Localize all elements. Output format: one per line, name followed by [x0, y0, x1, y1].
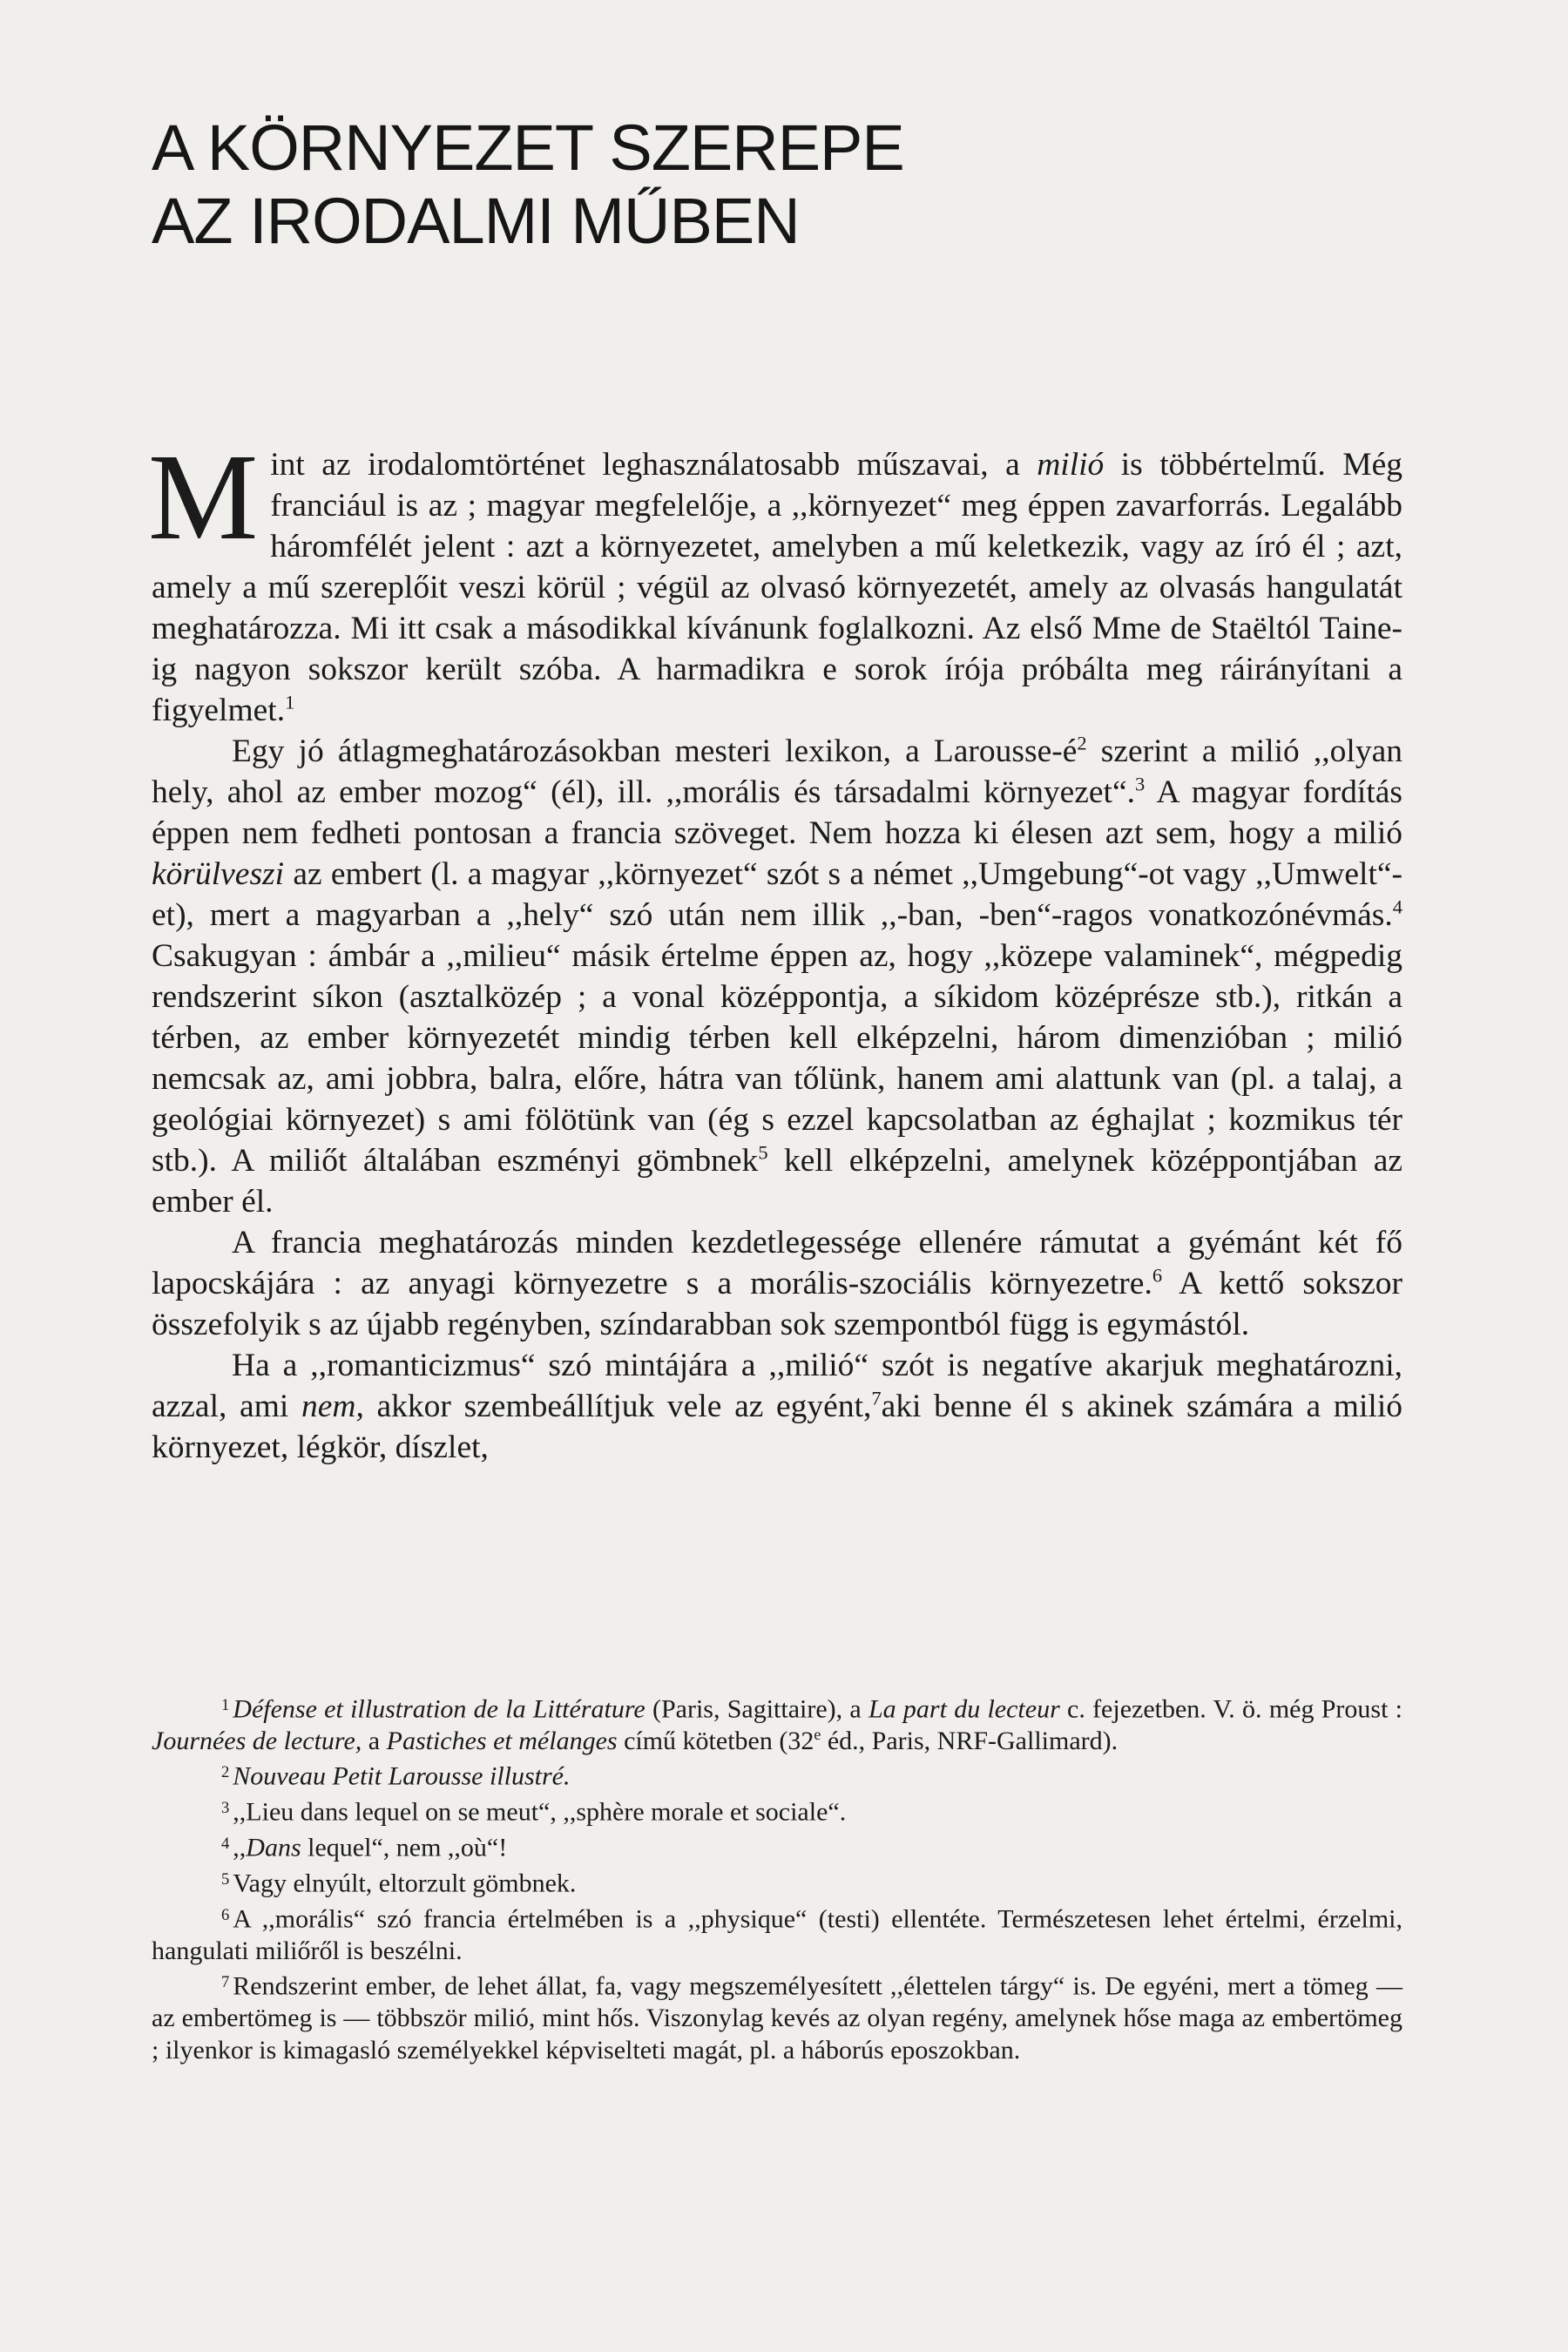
text-run: is többértelmű. Még franciául is az ; magyar megfelelője, a ,,környezet“ meg éppen zavarforrás. Legalább háromfélét jelent : azt a környezetet, amelyben a mű keletkezik, vagy az író él ; azt, amely a mű szereplőit veszi körül ; végül az olvasó környezetét, amely az olvasás hangulatát meghatározza. Mi itt csak a másodikkal kívánunk foglalkozni. Az első Mme de Staëltól Taine-ig nagyon sokszor került szóba. A harmadikra e sorok írója próbálta meg ráirányítani a figyelmet.	[152, 447, 1402, 728]
drop-cap: M	[148, 428, 259, 565]
text-run: Ha a ,,romanticizmus“ szó mintájára a ,,milió“ szót is negatíve akarjuk meghatározni, azzal, ami	[152, 1348, 1402, 1424]
text-run: az embert (l. a magyar ,,környezet“ szót s a német ,,Umgebung“-ot vagy ,,Umwelt“-et), mert a magyarban a ,,hely“ szó után nem illik ,,-ban, -ben“-ragos vonatkozónévmás.	[152, 856, 1402, 933]
paragraph-2	[152, 731, 1402, 1222]
text-run: Vagy elnyúlt, eltorzult gömbnek.	[233, 1869, 577, 1898]
paragraph-3	[152, 1222, 1402, 1345]
text-run: szerint a milió ,,olyan hely, ahol az ember mozog“ (él), ill. ,,morális és társadalmi környezet“.	[152, 733, 1402, 810]
text-run: Egy jó átlagmeghatározásokban mesteri lexikon, a Larousse-é	[232, 733, 1078, 769]
footnote-number: 2	[221, 1763, 230, 1782]
footnote-3	[152, 1793, 1402, 1828]
text-run: ,,Lieu dans lequel on se meut“, ,,sphère morale et sociale“.	[233, 1797, 847, 1827]
italic-term: körülveszi	[152, 856, 285, 892]
footnote-ref: 1	[285, 691, 295, 713]
footnote-2	[152, 1757, 1402, 1793]
text-run: Rendszerint ember, de lehet állat, fa, vagy megszemélyesített ,,élettelen tárgy“ is. De egyéni, mert a tömeg — az embertömeg is — többször milió, mint hős. Viszonylag kevés az olyan regény, amelynek hőse maga az embertömeg ; ilyenkor is kimagasló személyekkel képviselteti magát, pl. a háborús eposzokban.	[152, 1971, 1402, 2065]
footnote-ref: 2	[1077, 732, 1087, 754]
footnote-ref: 4	[1392, 896, 1402, 918]
italic-title: Pastiches et mélanges	[386, 1726, 618, 1755]
footnote-ref: 5	[758, 1141, 768, 1164]
text-run: éd., Paris, NRF-Gallimard).	[821, 1726, 1119, 1755]
italic-title: Défense et illustration de la Littérature	[233, 1694, 645, 1724]
footnote-6	[152, 1900, 1402, 1967]
text-run: kell elképzelni, amelynek középpontjában az ember él.	[152, 1143, 1402, 1220]
italic-title: Journées de lecture,	[152, 1726, 362, 1755]
text-run: lequel“, nem ,,où“!	[301, 1833, 508, 1862]
footnote-7	[152, 1967, 1402, 2066]
text-run: ,,	[233, 1833, 247, 1862]
footnote-1	[152, 1690, 1402, 1757]
footnote-number: 7	[221, 1973, 230, 1992]
text-run: akkor szembeállítjuk vele az egyént,	[363, 1389, 872, 1424]
footnotes	[152, 1690, 1402, 2066]
italic-title: Nouveau Petit Larousse illustré.	[233, 1761, 571, 1791]
text-run: című kötetben (32	[617, 1726, 814, 1755]
paragraph-1	[148, 428, 1402, 731]
italic-term: Dans	[246, 1833, 301, 1862]
footnote-number: 4	[221, 1835, 230, 1854]
footnote-5	[152, 1864, 1402, 1900]
footnote-ref: 3	[1135, 773, 1146, 795]
text-run: aki benne él s akinek számára a milió környezet, légkör, díszlet,	[152, 1389, 1402, 1465]
text-run: c. fejezetben. V. ö. még Proust :	[1059, 1694, 1402, 1724]
edition-superscript: e	[814, 1725, 821, 1743]
italic-title: La part du lecteur	[868, 1694, 1060, 1724]
text-run: A kettő sokszor összefolyik s az újabb regényben, színdarabban sok szempontból függ is egymástól.	[152, 1266, 1402, 1342]
italic-term: milió	[1037, 447, 1105, 483]
footnote-4	[152, 1828, 1402, 1864]
footnote-number: 3	[221, 1799, 230, 1818]
title-line-2: AZ IRODALMI MŰBEN	[152, 185, 800, 257]
text-run: (Paris, Sagittaire), a	[645, 1694, 868, 1724]
paragraph-4	[152, 1345, 1402, 1468]
text-run: Csakugyan : ámbár a ,,milieu“ másik értelme éppen az, hogy ,,közepe valaminek“, mégpedig rendszerint síkon (asztalközép ; a vonal középpontja, a síkidom középrésze stb.), ritkán a térben, az ember környezetét mindig térben kell elképzelni, három dimenzióban ; milió nemcsak az, ami jobbra, balra, előre, hátra van tőlünk, hanem ami alattunk van (pl. a talaj, a geológiai környezet) s ami fölötünk van (ég s ezzel kapcsolatban az éghajlat ; kozmikus tér stb.). A miliőt általában eszményi gömbnek	[152, 938, 1402, 1179]
footnote-ref: 6	[1152, 1264, 1163, 1287]
text-run: a	[362, 1726, 387, 1755]
footnote-number: 1	[221, 1696, 230, 1714]
text-run: A francia meghatározás minden kezdetlegessége ellenére rámutat a gyémánt két fő lapocskájára : az anyagi környezetre s a morális-szociális környezetre.	[152, 1225, 1402, 1301]
italic-term: nem,	[301, 1389, 364, 1424]
text-run: A ,,morális“ szó francia értelmében is a ,,physique“ (testi) ellentéte. Természetesen lehet értelmi, érzelmi, hangulati miliőről is beszélni.	[152, 1904, 1402, 1965]
footnote-number: 6	[221, 1905, 230, 1924]
text-run: int az irodalomtörténet leghasználatosabb műszavai, a	[270, 447, 1037, 483]
footnote-ref: 7	[871, 1387, 882, 1409]
text-run: A magyar fordítás éppen nem fedheti pontosan a francia szöveget. Nem hozza ki élesen azt sem, hogy a milió	[152, 774, 1402, 851]
title-line-1: A KÖRNYEZET SZEREPE	[152, 112, 904, 184]
chapter-title	[152, 112, 904, 258]
main-text	[148, 428, 1402, 1468]
footnote-number: 5	[221, 1869, 230, 1889]
